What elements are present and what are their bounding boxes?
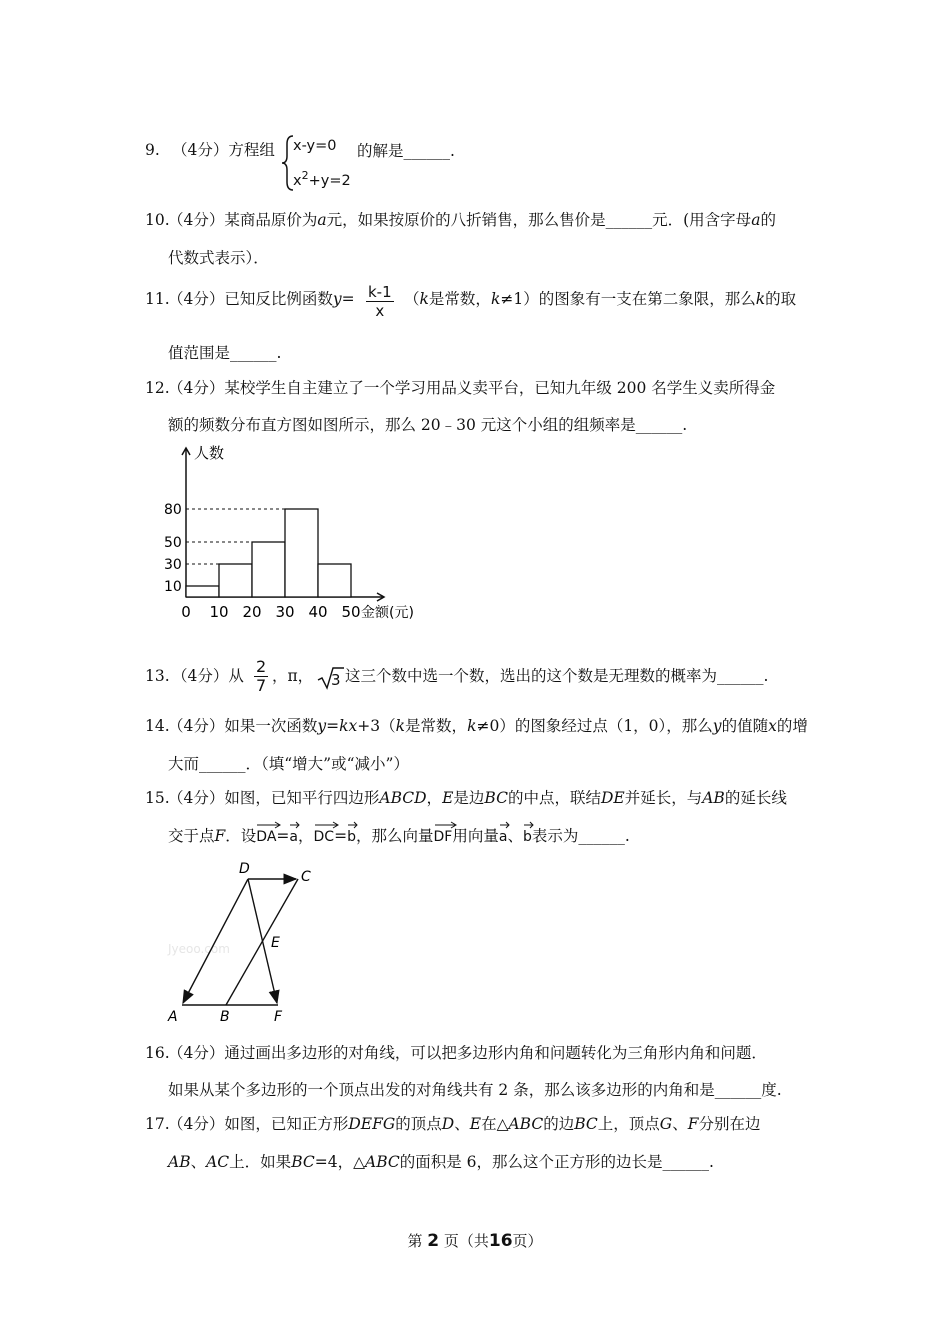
histogram-chart (160, 440, 440, 625)
q14-var-y: y (317, 717, 327, 735)
vector-df (434, 827, 453, 847)
q9-post: 的解是______. (357, 142, 455, 160)
q12-line1: （4分）某校学生自主建立了一个学习用品义卖平台，已知九年级 200 名学生义卖所得金 (168, 379, 776, 397)
q17-sep2: 、 (672, 1115, 688, 1133)
q14-end: 的增 (776, 717, 808, 735)
q11-frac-den: x (375, 302, 385, 320)
q17-number: 17. (145, 1115, 170, 1133)
q15-ab: AB (702, 789, 725, 807)
q13-number: 13. (145, 667, 170, 685)
q15-mid3: 并延长，与 (624, 789, 703, 807)
q9-eq2-base: x (293, 172, 302, 189)
q17-m1: 的顶点 (395, 1115, 442, 1133)
q14-var-k2: k (467, 717, 477, 735)
q9-eq2 (293, 166, 351, 191)
q12-line2: 额的频数分布直方图如图所示，那么 20﹣30 元这个小组的组频率是______. (168, 416, 688, 434)
q13-fraction (254, 658, 268, 695)
q17-g: G (659, 1115, 673, 1133)
q10-var-a2: a (751, 211, 761, 229)
histogram-bar-0-10 (186, 586, 219, 597)
q14-prefix: （4分）如果一次函数 (168, 717, 318, 735)
q15-comma: ， (426, 789, 443, 807)
vector-da (256, 827, 276, 847)
q11-var-k2: k (490, 290, 501, 308)
q15-eq2: = (334, 827, 348, 845)
vector-b2-label: b (522, 829, 532, 845)
q9-eq2-rest: +y=2 (308, 172, 351, 189)
q14-val: 的值随 (721, 717, 769, 735)
q15-mid2: 的中点，联结 (507, 789, 601, 807)
q12-number: 12. (145, 379, 170, 397)
q15-f: F (214, 827, 226, 845)
q14-mid: 是常数， (405, 717, 468, 735)
q17-abc2: ABC (365, 1153, 400, 1171)
q11-line2-text: 值范围是______. (168, 344, 282, 362)
y-tick-label-50: 50 (164, 535, 182, 551)
q15-e: E (442, 789, 454, 807)
q17-e: E (469, 1115, 482, 1133)
vector-a-label: a (289, 829, 299, 845)
histogram-bar-20-30 (252, 542, 285, 597)
q14-neq: ≠0）的图象经过点（1，0），那么 (476, 717, 713, 735)
q9-prefix: 方程组 (228, 141, 275, 159)
watermark: Jyeoo.com (168, 942, 230, 956)
q15-number: 15. (145, 789, 170, 807)
y-tick-label-80: 80 (164, 502, 182, 518)
histogram-bar-10-20 (219, 564, 252, 597)
q13-sqrt-value: 3 (331, 671, 341, 689)
q15-l2c: ，那么向量 (355, 827, 434, 845)
q16-line2: 如果从某个多边形的一个顶点出发的对角线共有 2 条，那么该多边形的内角和是______度. (168, 1081, 782, 1099)
label-c: C (301, 869, 311, 885)
segment-bc (226, 879, 298, 1005)
q15-l2d: 用向量 (452, 827, 499, 845)
q11-frac-num: k-1 (368, 283, 392, 301)
q13-frac-den: 7 (256, 676, 267, 695)
page-footer (0, 1230, 950, 1251)
q11-number: 11. (145, 290, 170, 308)
q9-eq1: x-y=0 (293, 138, 337, 154)
q16-number: 16. (145, 1044, 170, 1062)
q15-l2e: 表示为______. (531, 827, 630, 845)
label-a: A (168, 1009, 178, 1025)
vector-a (289, 827, 298, 847)
q16-line1: （4分）通过画出多边形的对角线，可以把多边形内角和问题转化为三角形内角和问题． (168, 1044, 767, 1062)
q11-mid: 是常数， (428, 290, 491, 308)
q17-end: 分别在边 (698, 1115, 761, 1133)
q17-sep3: 、 (190, 1153, 207, 1171)
vector-dc-label: DC (313, 829, 335, 845)
x-tick-label-0: 0 (181, 603, 191, 621)
vector-a2-label: a (498, 829, 508, 845)
q9-brace-path (282, 136, 293, 190)
y-tick-label-10: 10 (164, 579, 182, 595)
q17-f: F (687, 1115, 699, 1133)
q17-m3: 的边 (543, 1115, 575, 1133)
vector-dc (314, 827, 335, 847)
label-b: B (220, 1009, 230, 1025)
q14-line2: 大而______．（填“增大”或“减小”） (168, 755, 409, 773)
q11-paren: （ (404, 290, 420, 308)
x-tick-label-30: 30 (275, 603, 295, 621)
q11-neq: ≠1）的图象有一支在第二象限，那么 (500, 290, 756, 308)
q15-prefix: （4分）如图，已知平行四边形 (168, 789, 380, 807)
q11-var-k3: k (755, 290, 766, 308)
q10-text-a: （4分）某商品原价为 (168, 211, 318, 229)
q15-l2b: ．设 (225, 827, 257, 845)
q17-ac: AC (206, 1153, 230, 1171)
q15-mid1: 是边 (453, 789, 485, 807)
vector-df-label: DF (433, 829, 453, 845)
x-tick-label-20: 20 (242, 603, 262, 621)
q11-eq: = (341, 290, 355, 308)
q17-m4: 上，顶点 (597, 1115, 660, 1133)
vector-b-label: b (347, 829, 356, 845)
q17-prefix: （4分）如图，已知正方形 (168, 1115, 349, 1133)
q14-plus: +3（ (357, 717, 396, 735)
q17-bc2: BC (291, 1153, 315, 1171)
label-d: D (239, 861, 250, 877)
q11-rest (404, 289, 796, 309)
q15-de: DE (600, 789, 625, 807)
x-tick-label-40: 40 (308, 603, 328, 621)
q14-eq: = (326, 717, 340, 735)
q17-d: D (441, 1115, 455, 1133)
footer-page-number: 2 (427, 1231, 440, 1251)
q17-defg: DEFG (348, 1115, 396, 1133)
vector-a2 (499, 827, 508, 847)
q17-l2b: =4，△ (314, 1153, 366, 1171)
q11-fraction (366, 283, 394, 320)
q10-text-b: 元，如果按原价的八折销售，那么售价是______元．(用含字母 (326, 211, 752, 229)
q11-var-y: y (332, 290, 342, 308)
q15-abcd: ABCD (379, 789, 427, 807)
q14-var-y2: y (712, 717, 722, 735)
y-axis-label: 人数 (194, 444, 225, 462)
q15-eq1: = (276, 827, 290, 845)
q17-ab: AB (168, 1153, 191, 1171)
q9-eq2-exp: 2 (301, 169, 309, 182)
q13-mid: ，π， (272, 667, 314, 685)
q17-m2: 在△ (481, 1115, 509, 1133)
q15-comma2: ， (298, 827, 314, 845)
q15-end: 的延长线 (724, 789, 787, 807)
q17-bc: BC (574, 1115, 598, 1133)
q14-var-k1: k (395, 717, 406, 735)
q14-number: 14. (145, 717, 170, 735)
q9-number: 9. (145, 141, 160, 159)
q13-post: 这三个数中选一个数，选出的这个数是无理数的概率为______. (345, 667, 769, 685)
footer-pre: 第 (407, 1232, 423, 1250)
label-f: F (274, 1009, 283, 1025)
q11-prefix: （4分）已知反比例函数 (168, 290, 333, 308)
x-tick-label-50: 50 (341, 603, 361, 621)
q11-end: 的取 (765, 290, 797, 308)
parallelogram-figure (160, 855, 330, 1025)
x-tick-label-10: 10 (209, 603, 229, 621)
q17-sep1: 、 (454, 1115, 470, 1133)
q10-var-a: a (317, 211, 327, 229)
q17-l2a: 上．如果 (229, 1153, 292, 1171)
q13-frac-num: 2 (256, 657, 267, 676)
footer-total-pages: 16 (488, 1231, 513, 1251)
q10-text-c: 的 (760, 211, 776, 229)
histogram-bar-40-50 (318, 564, 351, 597)
footer-post: 页） (512, 1232, 543, 1250)
q9-score: （4分） (172, 141, 229, 159)
q11-var-k1: k (419, 290, 429, 308)
q15-bc: BC (484, 789, 508, 807)
q13-prefix: （4分）从 (172, 667, 244, 685)
footer-mid: 页（共 (443, 1232, 489, 1250)
q15-sep: 、 (507, 827, 523, 845)
label-e: E (271, 935, 280, 951)
q10-line2-text: 代数式表示）． (168, 249, 269, 267)
vector-b2 (523, 827, 532, 847)
q14-var-kx: kx (339, 717, 358, 735)
vector-da-label: DA (256, 829, 277, 845)
q14-var-x: x (768, 717, 777, 735)
q15-l2a: 交于点 (168, 827, 215, 845)
histogram-bar-30-40 (285, 509, 318, 597)
q10-number: 10. (145, 211, 170, 229)
y-tick-label-30: 30 (164, 557, 182, 573)
q17-l2c: 的面积是 6，那么这个正方形的边长是______. (399, 1153, 714, 1171)
x-axis-label: 金额(元) (361, 605, 414, 621)
vector-b (347, 827, 356, 847)
q17-abc: ABC (508, 1115, 544, 1133)
